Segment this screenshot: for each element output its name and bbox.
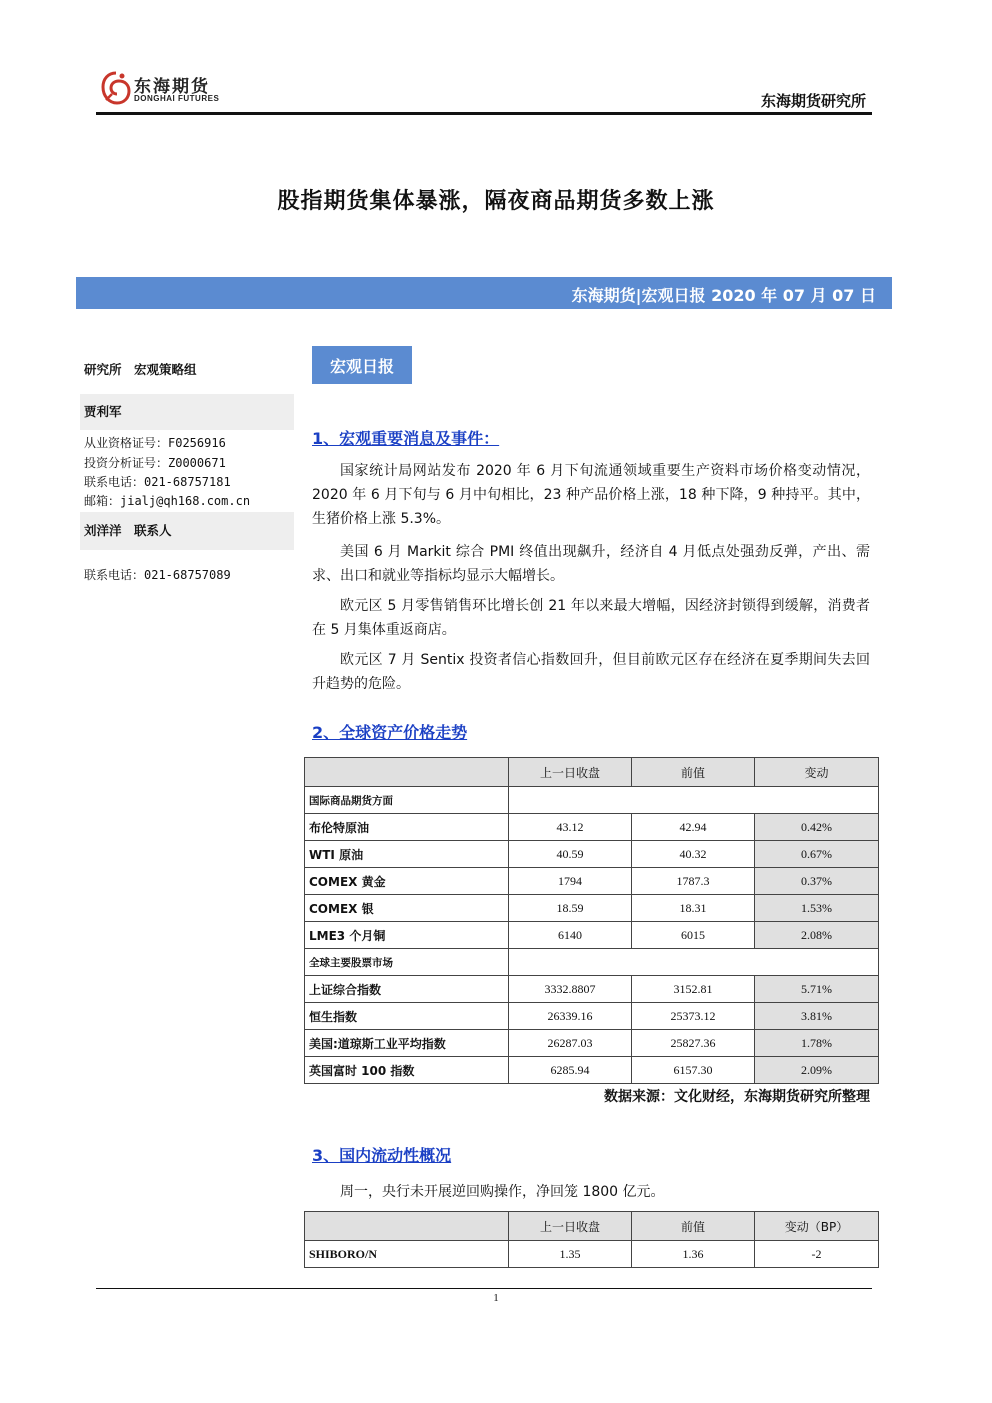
row-prev-close: 1.35 (509, 1241, 632, 1268)
row-prior: 40.32 (632, 841, 755, 868)
row-prior: 3152.81 (632, 976, 755, 1003)
row-name: WTI 原油 (305, 841, 509, 868)
section2-heading: 2、全球资产价格走势 (312, 723, 468, 742)
data-source-note: 数据来源：文化财经，东海期货研究所整理 (604, 1089, 870, 1105)
table-header-row (305, 1212, 879, 1241)
group-label-stocks: 全球主要股票市场 (305, 949, 509, 976)
row-prior: 42.94 (632, 814, 755, 841)
row-change: 1.53% (755, 895, 879, 922)
row-prior: 1787.3 (632, 868, 755, 895)
section1-paragraph-1: 国家统计局网站发布 2020 年 6 月下旬流通领域重要生产资料市场价格变动情况，2020 年 6 月下旬与 6 月中旬相比，23 种产品价格上涨，18 种下降，9 种持平。其中，生猪价格上涨 5.3%。 (312, 463, 870, 527)
table-header-cell (305, 1212, 509, 1241)
table-header-cell: 变动 (755, 758, 879, 787)
footer-divider (96, 1288, 872, 1289)
row-name: 布伦特原油 (305, 814, 509, 841)
sidebar-dept: 研究所 宏观策略组 (84, 362, 197, 377)
table-header-cell: 上一日收盘 (509, 758, 632, 787)
table-row (305, 814, 879, 841)
table-row (305, 895, 879, 922)
table-header-row (305, 758, 879, 787)
row-change: 2.08% (755, 922, 879, 949)
row-change: -2 (755, 1241, 879, 1268)
row-prev-close: 6140 (509, 922, 632, 949)
analyst1-analysis-cert: 投资分析证号：Z0000671 (84, 456, 226, 470)
row-change: 2.09% (755, 1057, 879, 1084)
row-change: 1.78% (755, 1030, 879, 1057)
row-prev-close: 26287.03 (509, 1030, 632, 1057)
analyst1-phone: 联系电话：021-68757181 (84, 475, 231, 489)
row-prior: 6157.30 (632, 1057, 755, 1084)
global-asset-price-table (304, 757, 879, 1084)
report-type-tag: 宏观日报 (312, 346, 412, 384)
row-prior: 18.31 (632, 895, 755, 922)
group-spacer (509, 949, 879, 976)
table-header-cell (305, 758, 509, 787)
table-header-cell: 前值 (632, 758, 755, 787)
section1-heading: 1、宏观重要消息及事件： (312, 429, 500, 448)
table-header-cell: 前值 (632, 1212, 755, 1241)
table-row (305, 1241, 879, 1268)
row-name: COMEX 黄金 (305, 868, 509, 895)
analyst1-email[interactable]: 邮箱：jialj@qh168.com.cn (84, 494, 251, 508)
report-banner (76, 277, 892, 309)
row-change: 3.81% (755, 1003, 879, 1030)
section1-paragraph-4: 欧元区 7 月 Sentix 投资者信心指数回升，但目前欧元区存在经济在夏季期间失去回升趋势的危险。 (312, 652, 870, 692)
row-change: 5.71% (755, 976, 879, 1003)
row-prior: 1.36 (632, 1241, 755, 1268)
row-name: LME3 个月铜 (305, 922, 509, 949)
row-change: 0.37% (755, 868, 879, 895)
row-name: 恒生指数 (305, 1003, 509, 1030)
row-name: 美国:道琼斯工业平均指数 (305, 1030, 509, 1057)
banner-text: 东海期货|宏观日报 2020 年 07 月 07 日 (571, 286, 876, 305)
logo-text-cn: 东海期货 (134, 77, 210, 97)
row-name: SHIBORO/N (305, 1241, 509, 1268)
page-number: 1 (493, 1292, 499, 1304)
table-row (305, 868, 879, 895)
table-row (305, 1057, 879, 1084)
row-prev-close: 43.12 (509, 814, 632, 841)
header-org-name: 东海期货研究所 (760, 92, 866, 110)
liquidity-table (304, 1211, 879, 1268)
section3-paragraph: 周一，央行未开展逆回购操作，净回笼 1800 亿元。 (340, 1184, 665, 1200)
row-prev-close: 18.59 (509, 895, 632, 922)
row-prior: 25373.12 (632, 1003, 755, 1030)
company-logo (100, 70, 240, 108)
row-change: 0.42% (755, 814, 879, 841)
section1-paragraph-2: 美国 6 月 Markit 综合 PMI 终值出现飙升，经济自 4 月低点处强劲反弹，产出、需求、出口和就业等指标均显示大幅增长。 (312, 544, 870, 584)
row-name: 英国富时 100 指数 (305, 1057, 509, 1084)
section3-heading: 3、国内流动性概况 (312, 1146, 452, 1165)
table-row (305, 841, 879, 868)
table-header-cell: 变动（BP） (755, 1212, 879, 1241)
row-name: COMEX 银 (305, 895, 509, 922)
analyst2-phone: 联系电话：021-68757089 (84, 568, 231, 582)
table-header-cell: 上一日收盘 (509, 1212, 632, 1241)
logo-text-en: DONGHAI FUTURES (134, 94, 220, 103)
section1-paragraph-3: 欧元区 5 月零售销售环比增长创 21 年以来最大增幅，因经济封锁得到缓解，消费者在 5 月集体重返商店。 (312, 598, 870, 638)
row-prev-close: 26339.16 (509, 1003, 632, 1030)
table-row (305, 1030, 879, 1057)
analyst1-qualification: 从业资格证号：F0256916 (84, 436, 226, 450)
document-title: 股指期货集体暴涨，隔夜商品期货多数上涨 (277, 189, 715, 214)
analyst1-name: 贾利军 (80, 394, 294, 430)
dragon-emblem-icon (100, 70, 132, 106)
row-prior: 6015 (632, 922, 755, 949)
row-prior: 25827.36 (632, 1030, 755, 1057)
table-row (305, 922, 879, 949)
row-prev-close: 6285.94 (509, 1057, 632, 1084)
row-name: 上证综合指数 (305, 976, 509, 1003)
header-divider (96, 112, 872, 115)
row-prev-close: 3332.8807 (509, 976, 632, 1003)
table-group-row (305, 787, 879, 814)
table-row (305, 976, 879, 1003)
group-spacer (509, 787, 879, 814)
row-prev-close: 1794 (509, 868, 632, 895)
table-row (305, 1003, 879, 1030)
table-group-row (305, 949, 879, 976)
group-label-commodities: 国际商品期货方面 (305, 787, 509, 814)
row-change: 0.67% (755, 841, 879, 868)
row-prev-close: 40.59 (509, 841, 632, 868)
analyst2-name: 刘洋洋 联系人 (80, 512, 294, 550)
